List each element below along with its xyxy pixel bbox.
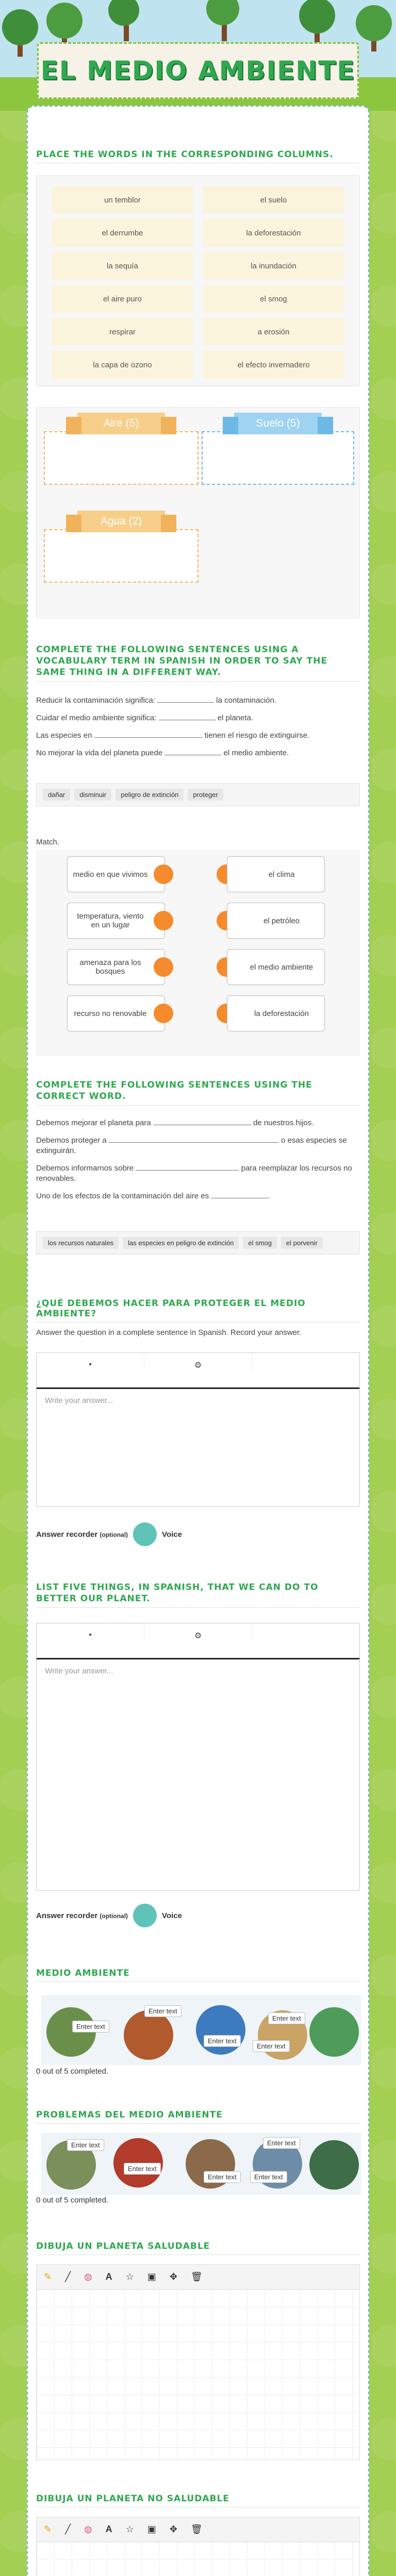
word-section [36,1079,360,1106]
match-area [36,850,360,1056]
blank-input[interactable] [109,1136,279,1143]
tree-decoration [2,9,38,45]
match-connector[interactable] [154,957,173,977]
gear-icon[interactable]: ⚙ [144,1623,252,1641]
draggable-word[interactable]: el suelo [203,186,344,214]
move-icon[interactable]: ✥ [169,2272,177,2282]
move-icon[interactable]: ✥ [169,2524,177,2534]
label-input[interactable]: Enter text [250,2171,287,2183]
label-input[interactable]: Enter text [204,2171,241,2183]
bullet-list-icon[interactable]: • [37,1353,144,1369]
word-bank [36,175,360,386]
word-chip[interactable]: los recursos naturales [43,1237,119,1249]
match-right-item[interactable]: el petróleo [227,903,325,939]
label-input[interactable]: Enter text [263,2137,300,2149]
drop-zone-label: Aire (5) [77,413,165,434]
section-title: COMPLETE THE FOLLOWING SENTENCES USING THE CORRECT WORD. [36,1079,360,1106]
gear-icon[interactable]: ⚙ [144,1353,252,1370]
answer-recorder-1 [36,1522,182,1546]
sentence-text: . [268,1192,270,1200]
blank-input[interactable] [164,748,221,755]
section-title: LIST FIVE THINGS, IN SPANISH, THAT WE CAN DO TO BETTER OUR PLANET. [36,1582,360,1608]
image-icon[interactable]: ▣ [147,2524,156,2534]
label-activity-2 [36,2110,360,2124]
blank-input[interactable] [94,731,203,738]
draggable-word[interactable]: respirar [52,318,193,346]
trash-icon[interactable]: 🗑 [190,2524,203,2534]
recorder-voice-label: Voice [162,1530,182,1539]
label-image-strip-1 [41,1995,361,2065]
sentence-text: de nuestros hijos. [253,1118,314,1127]
text-icon[interactable]: A [105,2524,112,2534]
answer-box-1[interactable] [36,1352,360,1507]
match-left-item[interactable]: temperatura, viento en un lugar [67,903,165,939]
label-image-strip-2 [41,2133,361,2195]
draggable-word[interactable]: la inundación [203,252,344,280]
label-input[interactable]: Enter text [67,2139,104,2151]
answer-placeholder[interactable]: Write your answer... [45,1667,113,1675]
sentence-text: Debemos mejorar el planeta para [36,1118,151,1127]
blank-input[interactable] [211,1191,268,1198]
drawing-toolbar [37,2517,359,2542]
tree-decoration [206,0,239,25]
section-title: DIBUJA UN PLANETA SALUDABLE [36,2241,360,2255]
drop-zone-label: Agua (2) [77,511,165,532]
word-chip[interactable]: disminuir [74,789,111,801]
draggable-word[interactable]: un temblor [52,186,193,214]
drop-zone-label: Suelo (5) [234,413,322,434]
question-2 [36,1582,360,1608]
text-toolbar [37,1623,359,1659]
recorder-voice-label: Voice [162,1911,182,1920]
drawing-canvas-1[interactable] [36,2264,360,2460]
color-icon[interactable]: ◍ [84,2524,92,2534]
word-chip[interactable]: el smog [243,1237,277,1249]
match-left-item[interactable]: medio en que vivimos [67,856,165,892]
record-button[interactable] [133,1904,157,1927]
line-icon[interactable]: ╱ [65,2272,71,2282]
answer-box-2[interactable] [36,1623,360,1891]
question-instructions: Answer the question in a complete sentence in Spanish. Record your answer. [36,1328,302,1337]
word-chip[interactable]: el porvenir [281,1237,323,1249]
progress-text: 0 out of 5 completed. [36,2196,109,2205]
blank-input[interactable] [153,1118,251,1125]
pencil-icon[interactable]: ✎ [44,2524,52,2534]
word-chip[interactable]: proteger [188,789,223,801]
label-input[interactable]: Enter text [268,2012,305,2024]
word-chip-bank [36,1231,360,1255]
text-toolbar [37,1353,359,1389]
blank-input[interactable] [157,696,214,703]
match-label: Match. [36,838,60,846]
match-right-item[interactable]: el medio ambiente [227,949,325,985]
sentence-text: tienen el riesgo de extinguirse. [204,731,310,740]
sentence-text: el medio ambiente. [223,749,289,757]
page-title: EL MEDIO AMBIENTE [40,56,356,86]
match-connector[interactable] [154,865,173,884]
environment-picture [309,2007,359,2057]
draggable-word[interactable]: el efecto invernadero [203,351,344,379]
header-scene [0,0,396,111]
columns-section [36,149,360,163]
line-icon[interactable]: ╱ [65,2524,71,2534]
image-icon[interactable]: ▣ [147,2272,156,2282]
progress-text: 0 out of 5 completed. [36,2067,109,2076]
vocab-chip-bank [36,783,360,806]
text-icon[interactable]: A [105,2272,112,2282]
bullet-list-icon[interactable]: • [37,1623,144,1640]
section-title: PROBLEMAS DEL MEDIO AMBIENTE [36,2110,360,2124]
drawing-canvas-2[interactable] [36,2517,360,2576]
pencil-icon[interactable]: ✎ [44,2272,52,2282]
sentence-text: Reducir la contaminación significa: [36,696,155,705]
blank-input[interactable] [159,713,216,720]
draggable-word[interactable]: a erosión [203,318,344,346]
vocab-section [36,644,360,682]
color-icon[interactable]: ◍ [84,2272,92,2282]
word-chip[interactable]: peligro de extinción [116,789,184,801]
drop-zone-aire[interactable] [44,413,199,485]
draggable-word[interactable]: el derrumbe [52,219,193,247]
sentence-text: Las especies en [36,731,92,740]
label-input[interactable]: Enter text [144,2005,182,2017]
draw-section-2 [36,2494,360,2507]
environment-picture [196,2005,245,2055]
drawing-grid[interactable] [37,2542,359,2576]
drop-zone-suelo[interactable] [202,413,354,485]
recorder-label: Answer recorder [36,1911,98,1920]
draggable-word[interactable]: la deforestación [203,219,344,247]
draggable-word[interactable]: la capa de ozono [52,351,193,379]
sentence-text: la contaminación. [216,696,277,705]
star-icon[interactable]: ☆ [125,2272,134,2282]
blank-input[interactable] [136,1163,239,1171]
match-left-item[interactable]: amenaza para los bosques [67,949,165,985]
trash-icon[interactable]: 🗑 [190,2272,203,2282]
tree-decoration [46,3,82,39]
answer-placeholder[interactable]: Write your answer... [45,1396,113,1405]
sentence-text: Cuidar el medio ambiente significa: [36,714,157,722]
drawing-toolbar [37,2265,359,2290]
record-button[interactable] [133,1522,157,1546]
recorder-label: Answer recorder [36,1530,98,1539]
vocab-sentences [36,696,360,758]
section-title: COMPLETE THE FOLLOWING SENTENCES USING A VOCABULARY TERM IN SPANISH IN ORDER TO SAY THE SAME THING IN A DIFFERENT WAY. [36,644,360,682]
drop-zones [36,407,360,618]
section-title: PLACE THE WORDS IN THE CORRESPONDING COLUMNS. [36,149,360,163]
word-chip[interactable]: dañar [43,789,70,801]
sentence-text: Uno de los efectos de la contaminación del aire es [36,1192,209,1200]
draw-section-1 [36,2241,360,2255]
sentence-text: o esas especies se extinguirán. [36,1136,347,1155]
title-banner [37,42,359,99]
question-1 [36,1298,360,1338]
recorder-optional: (optional) [100,1912,128,1920]
match-right-item[interactable]: el clima [227,856,325,892]
tree-decoration [299,0,335,33]
draggable-word[interactable]: el aire puro [52,285,193,313]
recorder-optional: (optional) [100,1531,128,1538]
draggable-word[interactable]: el smog [203,285,344,313]
sentence-text: No mejorar la vida del planeta puede [36,749,163,757]
label-activity-1 [36,1968,360,1982]
draggable-word[interactable]: la sequía [52,252,193,280]
match-connector[interactable] [154,911,173,930]
drawing-grid[interactable] [37,2290,359,2460]
sentence-text: Debemos proteger a [36,1136,107,1145]
problem-picture [309,2140,359,2190]
environment-picture [124,2010,173,2060]
drop-zone-agua[interactable] [44,511,199,583]
section-title: DIBUJA UN PLANETA NO SALUDABLE [36,2494,360,2507]
section-title: MEDIO AMBIENTE [36,1968,360,1982]
word-chip[interactable]: las especies en peligro de extinción [123,1237,239,1249]
section-title: ¿QUÉ DEBEMOS HACER PARA PROTEGER EL MEDIO AMBIENTE? [36,1298,360,1323]
word-sentences [36,1118,360,1201]
label-input[interactable]: Enter text [124,2163,161,2175]
match-connector[interactable] [154,1004,173,1023]
star-icon[interactable]: ☆ [125,2524,134,2534]
label-input[interactable]: Enter text [204,2035,241,2047]
tree-decoration [356,5,392,41]
label-input[interactable]: Enter text [253,2040,290,2052]
label-input[interactable]: Enter text [72,2021,109,2032]
sentence-text: Debemos informarnos sobre [36,1164,134,1173]
answer-recorder-2 [36,1904,182,1927]
sentence-text: para reemplazar los recursos no renovables. [36,1164,352,1183]
match-right-item[interactable]: la deforestación [227,995,325,1031]
tree-decoration [108,0,139,26]
sentence-text: el planeta. [217,714,254,722]
match-left-item[interactable]: recurso no renovable [67,995,165,1031]
